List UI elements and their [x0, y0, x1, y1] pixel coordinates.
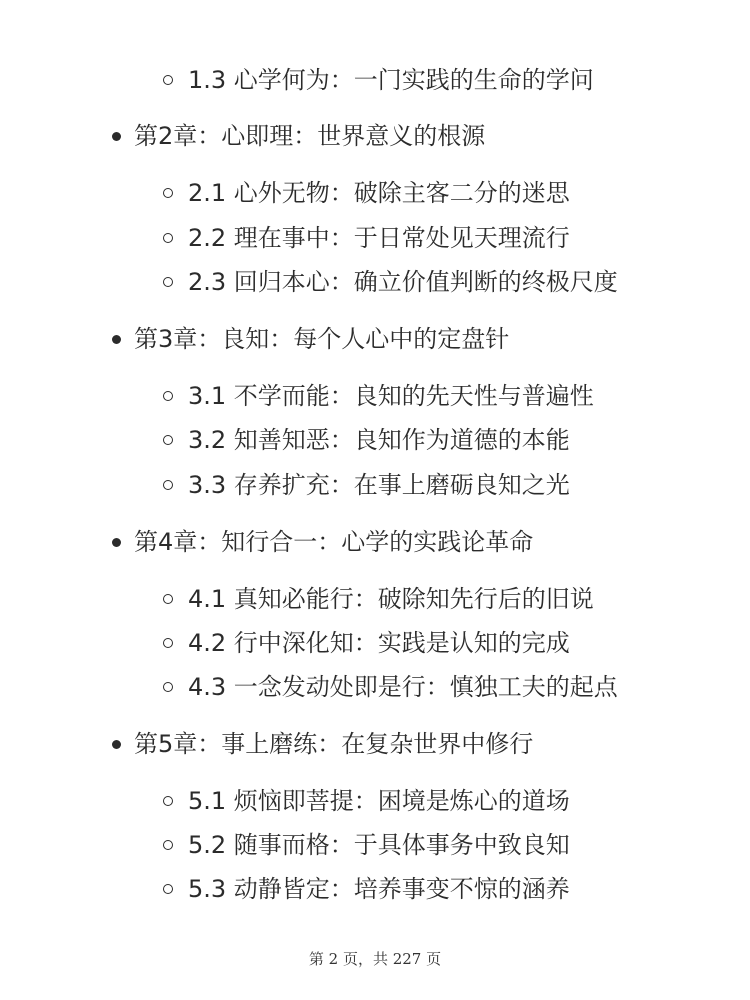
- toc-section-5-3: [0, 869, 750, 909]
- toc-chapter-5: [0, 724, 750, 764]
- toc-section-3-3: [0, 465, 750, 505]
- filled-dot-bullet-icon: [112, 538, 121, 547]
- toc-section-4-1: [0, 579, 750, 619]
- toc-section-2-2: [0, 218, 750, 258]
- hollow-circle-bullet-icon: [163, 188, 173, 198]
- toc-section-title: 2.1 心外无物：破除主客二分的迷思: [188, 179, 570, 207]
- toc-section-title: 1.3 心学何为：一门实践的生命的学问: [188, 66, 594, 94]
- hollow-circle-bullet-icon: [163, 682, 173, 692]
- toc-chapter-title: 第5章：事上磨练：在复杂世界中修行: [134, 730, 534, 758]
- hollow-circle-bullet-icon: [163, 75, 173, 85]
- hollow-circle-bullet-icon: [163, 796, 173, 806]
- toc-section-3-2: [0, 420, 750, 460]
- toc-section-title: 5.3 动静皆定：培养事变不惊的涵养: [188, 875, 570, 903]
- hollow-circle-bullet-icon: [163, 233, 173, 243]
- toc-chapter-4: [0, 522, 750, 562]
- filled-dot-bullet-icon: [112, 335, 121, 344]
- page-number-footer: 第 2 页，共 227 页: [308, 950, 442, 968]
- hollow-circle-bullet-icon: [163, 840, 173, 850]
- toc-section-title: 4.2 行中深化知：实践是认知的完成: [188, 629, 570, 657]
- toc-section-title: 2.3 回归本心：确立价值判断的终极尺度: [188, 268, 618, 296]
- toc-section-title: 3.2 知善知恶：良知作为道德的本能: [188, 426, 570, 454]
- toc-section-2-1: [0, 173, 750, 213]
- toc-chapter-title: 第3章：良知：每个人心中的定盘针: [134, 325, 510, 353]
- toc-section-title: 4.1 真知必能行：破除知先行后的旧说: [188, 585, 594, 613]
- toc-section-5-1: [0, 781, 750, 821]
- hollow-circle-bullet-icon: [163, 884, 173, 894]
- toc-section-title: 3.3 存养扩充：在事上磨砺良知之光: [188, 471, 570, 499]
- hollow-circle-bullet-icon: [163, 277, 173, 287]
- toc-section-5-2: [0, 825, 750, 865]
- filled-dot-bullet-icon: [112, 740, 121, 749]
- toc-chapter-title: 第2章：心即理：世界意义的根源: [134, 122, 486, 150]
- hollow-circle-bullet-icon: [163, 391, 173, 401]
- toc-section-title: 3.1 不学而能：良知的先天性与普遍性: [188, 382, 594, 410]
- toc-section-2-3: [0, 262, 750, 302]
- toc-section-title: 2.2 理在事中：于日常处见天理流行: [188, 224, 570, 252]
- toc-chapter-3: [0, 319, 750, 359]
- hollow-circle-bullet-icon: [163, 435, 173, 445]
- toc-section-4-3: [0, 667, 750, 707]
- toc-chapter-title: 第4章：知行合一：心学的实践论革命: [134, 528, 534, 556]
- toc-section-title: 5.2 随事而格：于具体事务中致良知: [188, 831, 570, 859]
- hollow-circle-bullet-icon: [163, 480, 173, 490]
- toc-section-title: 4.3 一念发动处即是行：慎独工夫的起点: [188, 673, 618, 701]
- toc-section-4-2: [0, 623, 750, 663]
- hollow-circle-bullet-icon: [163, 594, 173, 604]
- toc-section-title: 5.1 烦恼即菩提：困境是炼心的道场: [188, 787, 570, 815]
- toc-section-3-1: [0, 376, 750, 416]
- hollow-circle-bullet-icon: [163, 638, 173, 648]
- toc-section-1-3: [0, 60, 750, 100]
- toc-chapter-2: [0, 116, 750, 156]
- filled-dot-bullet-icon: [112, 132, 121, 141]
